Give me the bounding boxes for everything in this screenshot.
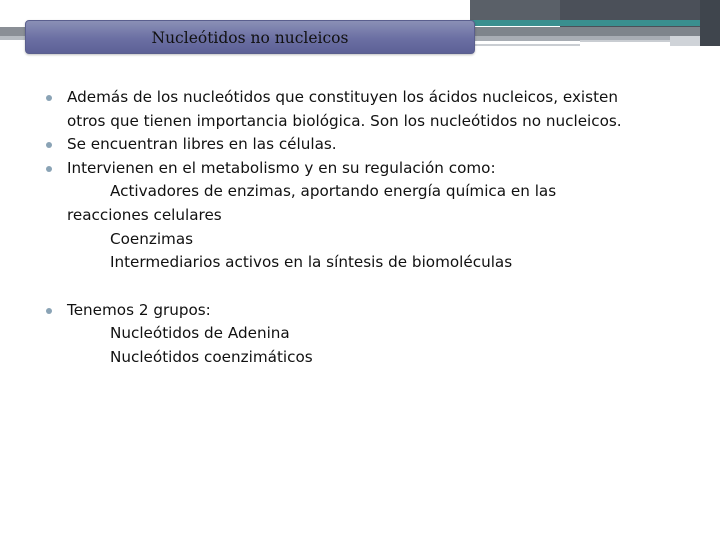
slide-title-box xyxy=(25,20,475,54)
spacer xyxy=(46,275,686,299)
bullet-text: Intervienen en el metabolismo y en su regulación como: xyxy=(67,158,496,177)
sub-item: Intermediarios activos en la síntesis de biomoléculas xyxy=(110,253,513,272)
header-decoration xyxy=(580,40,670,42)
bullet-item xyxy=(46,157,686,181)
sub-item: Activadores de enzimas, aportando energía química en las xyxy=(110,182,557,201)
bullet-dot-icon xyxy=(46,308,52,314)
slide-title: Nucleótidos no nucleicos xyxy=(151,29,349,47)
bullet-dot-icon xyxy=(46,166,52,172)
sub-item: Nucleótidos coenzimáticos xyxy=(110,347,313,366)
bullet-dot-icon xyxy=(46,142,52,148)
sub-item: Nucleótidos de Adenina xyxy=(110,324,290,343)
bullet-text: Se encuentran libres en las células. xyxy=(67,135,337,154)
bullet-item xyxy=(46,133,686,157)
header-decoration xyxy=(470,20,720,26)
bullet-item xyxy=(46,86,686,133)
sub-item: Coenzimas xyxy=(110,229,194,248)
bullet-item xyxy=(46,299,686,323)
bullet-text: Tenemos 2 grupos: xyxy=(67,300,211,319)
bullet-text: otros que tienen importancia biológica. Son los nucleótidos no nucleicos. xyxy=(67,111,622,130)
header-decoration xyxy=(470,44,580,46)
bullet-dot-icon xyxy=(46,95,52,101)
header-decoration xyxy=(700,0,720,46)
header-decoration xyxy=(470,27,720,36)
bullet-text: Además de los nucleótidos que constituyen los ácidos nucleicos, existen xyxy=(67,88,618,106)
sub-item-continuation: reacciones celulares xyxy=(67,205,222,224)
slide-body xyxy=(46,86,686,370)
